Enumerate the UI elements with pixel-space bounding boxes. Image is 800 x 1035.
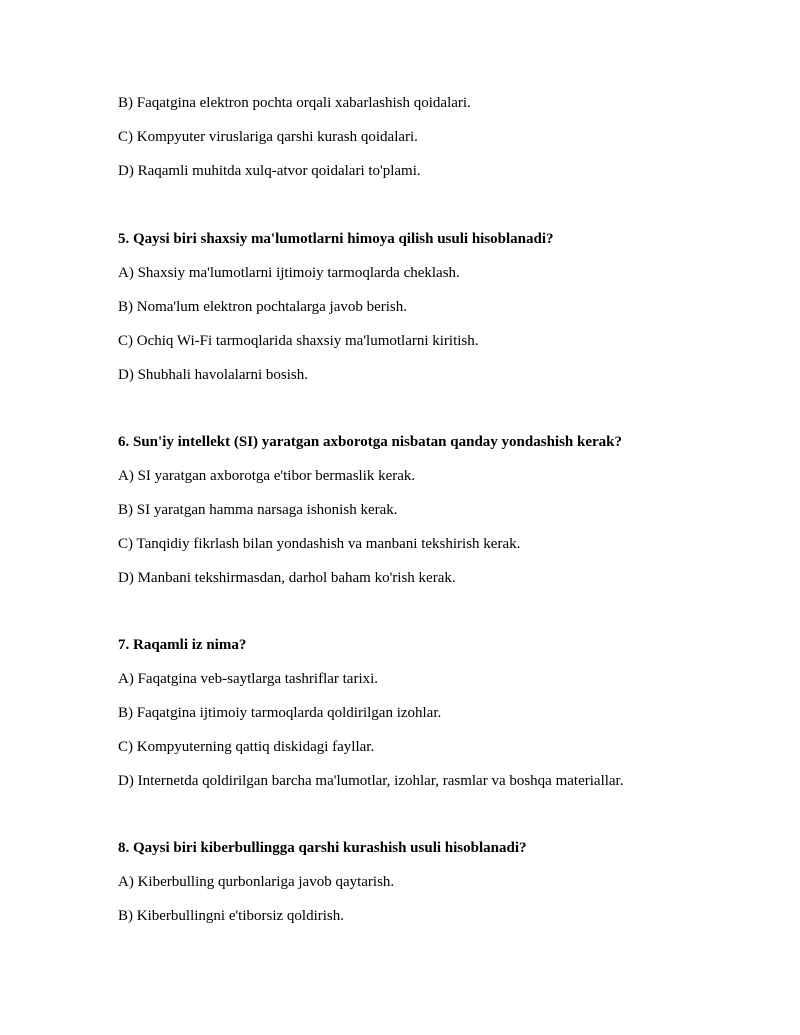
option-line: A) SI yaratgan axborotga e'tibor bermaslik kerak. xyxy=(118,468,416,484)
option-line: B) Faqatgina elektron pochta orqali xabarlashish qoidalari. xyxy=(118,95,471,111)
option-line: D) Shubhali havolalarni bosish. xyxy=(118,367,308,383)
question-heading: 5. Qaysi biri shaxsiy ma'lumotlarni himoya qilish usuli hisoblanadi? xyxy=(118,231,554,247)
option-line: B) Kiberbullingni e'tiborsiz qoldirish. xyxy=(118,908,345,924)
option-line: A) Shaxsiy ma'lumotlarni ijtimoiy tarmoqlarda cheklash. xyxy=(118,265,460,281)
option-line: B) Faqatgina ijtimoiy tarmoqlarda qoldirilgan izohlar. xyxy=(118,705,442,721)
option-line: A) Kiberbulling qurbonlariga javob qaytarish. xyxy=(118,874,395,890)
option-line: B) Noma'lum elektron pochtalarga javob berish. xyxy=(118,299,408,315)
question-heading: 6. Sun'iy intellekt (SI) yaratgan axborotga nisbatan qanday yondashish kerak? xyxy=(118,434,623,450)
option-line: A) Faqatgina veb-saytlarga tashriflar tarixi. xyxy=(118,671,379,687)
option-line: C) Tanqidiy fikrlash bilan yondashish va manbani tekshirish kerak. xyxy=(118,536,521,552)
option-line: C) Kompyuter viruslariga qarshi kurash qoidalari. xyxy=(118,129,418,145)
option-line: D) Raqamli muhitda xulq-atvor qoidalari to'plami. xyxy=(118,163,421,179)
question-heading: 8. Qaysi biri kiberbullingga qarshi kurashish usuli hisoblanadi? xyxy=(118,840,527,856)
option-line: D) Internetda qoldirilgan barcha ma'lumotlar, izohlar, rasmlar va boshqa materiallar. xyxy=(118,773,624,789)
question-heading: 7. Raqamli iz nima? xyxy=(118,637,247,653)
option-line: C) Kompyuterning qattiq diskidagi fayllar. xyxy=(118,739,375,755)
option-line: B) SI yaratgan hamma narsaga ishonish kerak. xyxy=(118,502,398,518)
option-line: C) Ochiq Wi-Fi tarmoqlarida shaxsiy ma'lumotlarni kiritish. xyxy=(118,333,479,349)
option-line: D) Manbani tekshirmasdan, darhol baham ko'rish kerak. xyxy=(118,570,456,586)
